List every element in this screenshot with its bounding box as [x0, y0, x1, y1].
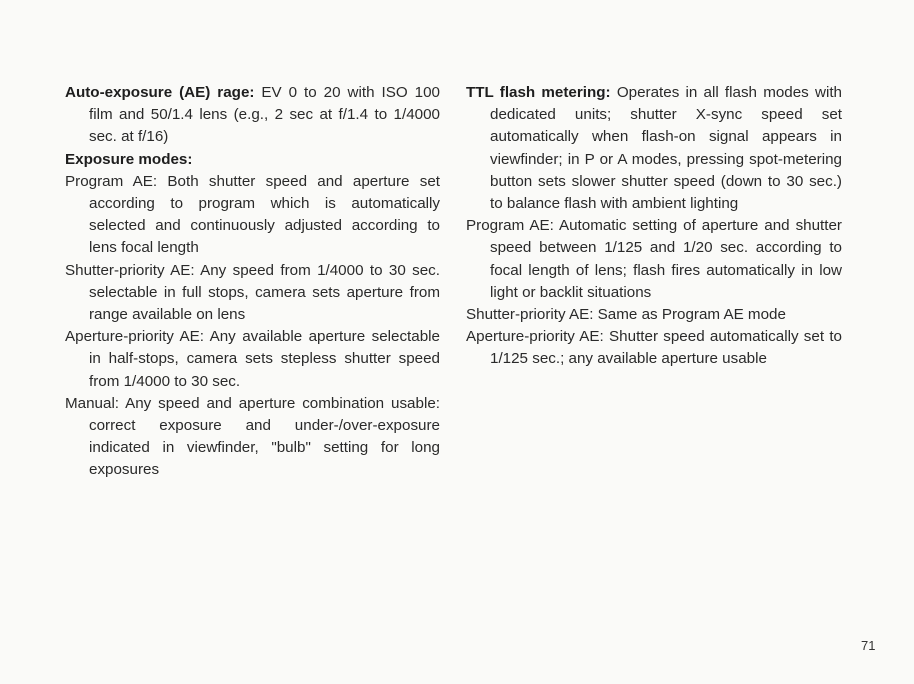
- ttl-flash-metering-label: TTL flash metering:: [466, 84, 611, 101]
- flash-program-ae-spec: Program AE: Automatic setting of aperture and shutter speed between 1/125 and 1/20 sec. according to focal length of lens; flash fires automatically in low light or backlit situations: [466, 217, 842, 301]
- flash-aperture-priority-ae-spec: Aperture-priority AE: Shutter speed automatically set to 1/125 sec.; any available aperture usable: [466, 328, 842, 368]
- ae-range-label: Auto-exposure (AE) rage:: [65, 84, 255, 101]
- ttl-flash-metering-text: Operates in all flash modes with dedicated units; shutter X-sync speed set automatically when flash-on signal appears in viewfinder; in P or A modes, pressing spot-metering button sets slower shutter speed (down to 30 sec.) to balance flash with ambient lighting: [490, 84, 842, 213]
- program-ae-spec: Program AE: Both shutter speed and aperture set according to program which is automatically selected and continuously adjusted according to lens focal length: [65, 172, 440, 257]
- page-number: 71: [861, 638, 876, 653]
- flash-shutter-priority-ae-spec: Shutter-priority AE: Same as Program AE mode: [466, 306, 786, 324]
- manual-spec: Manual: Any speed and aperture combination usable: correct exposure and under-/over-exposure indicated in viewfinder, "bulb" setting for long exposures: [65, 394, 440, 479]
- aperture-priority-ae-spec: Aperture-priority AE: Any available aperture selectable in half-stops, camera sets stepless shutter speed from 1/4000 to 30 sec.: [65, 328, 440, 390]
- left-column: [65, 82, 440, 482]
- ae-range-text: EV 0 to 20 with ISO 100 film and 50/1.4 lens (e.g., 2 sec at f/1.4 to 1/4000 sec. at f/16): [89, 84, 440, 146]
- ttl-flash-metering-spec: [466, 82, 842, 215]
- right-column: [466, 82, 842, 371]
- exposure-modes-heading: Exposure modes:: [65, 150, 193, 168]
- shutter-priority-ae-spec: Shutter-priority AE: Any speed from 1/4000 to 30 sec. selectable in full stops, camera sets aperture from range available on lens: [65, 261, 440, 324]
- ae-range-spec: [65, 82, 440, 149]
